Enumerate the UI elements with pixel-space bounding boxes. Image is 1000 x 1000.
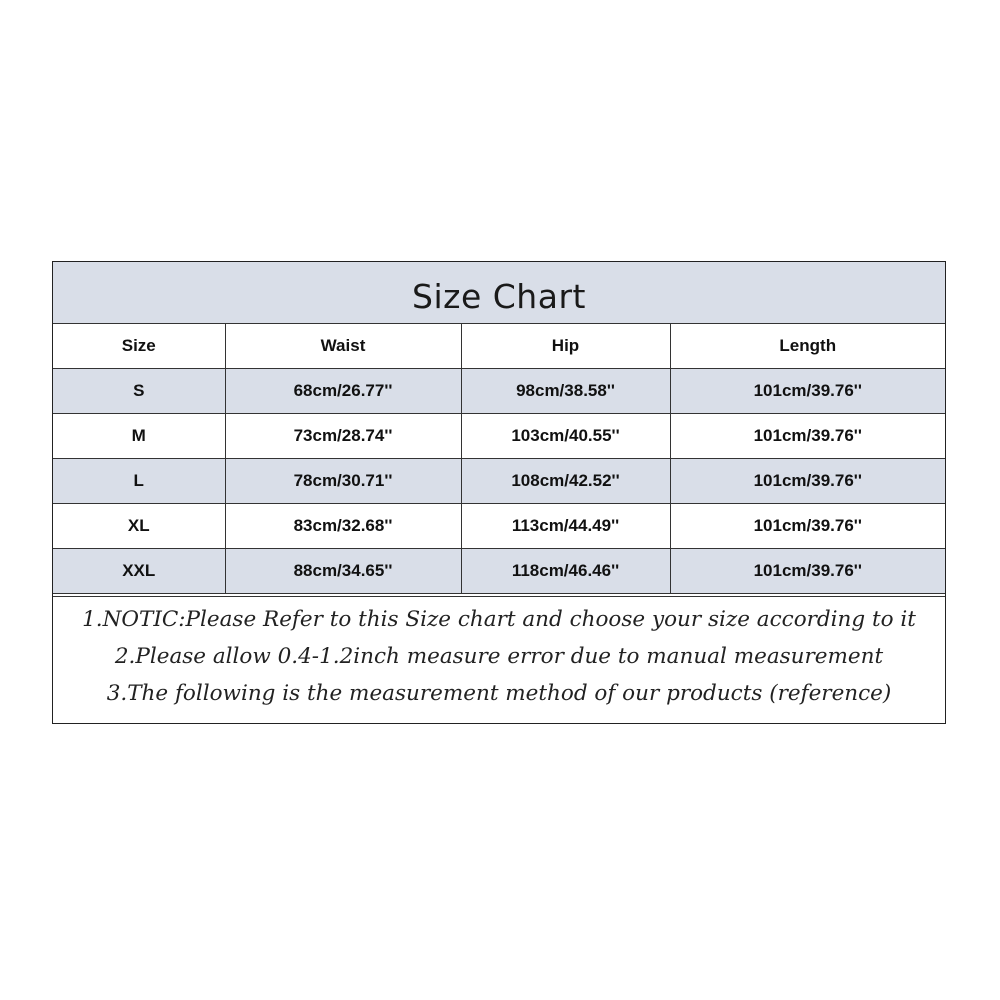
size-chart — [52, 261, 946, 724]
cell-size: M — [53, 413, 225, 458]
cell-hip: 113cm/44.49'' — [461, 503, 670, 548]
header-size: Size — [53, 324, 225, 368]
header-length: Length — [670, 324, 945, 368]
header-row — [53, 324, 945, 368]
header-waist: Waist — [225, 324, 461, 368]
note-line: 3.The following is the measurement method of our products (reference) — [106, 681, 892, 706]
cell-waist: 78cm/30.71'' — [225, 458, 461, 503]
cell-length: 101cm/39.76'' — [670, 413, 945, 458]
cell-size: L — [53, 458, 225, 503]
notes-section — [53, 596, 945, 723]
cell-hip: 108cm/42.52'' — [461, 458, 670, 503]
cell-waist: 88cm/34.65'' — [225, 548, 461, 593]
cell-waist: 68cm/26.77'' — [225, 368, 461, 413]
cell-waist: 73cm/28.74'' — [225, 413, 461, 458]
table-row — [53, 503, 945, 548]
cell-size: XXL — [53, 548, 225, 593]
cell-length: 101cm/39.76'' — [670, 368, 945, 413]
header-hip: Hip — [461, 324, 670, 368]
table-row — [53, 413, 945, 458]
cell-length: 101cm/39.76'' — [670, 503, 945, 548]
chart-title: Size Chart — [412, 277, 586, 316]
table-row — [53, 368, 945, 413]
cell-length: 101cm/39.76'' — [670, 458, 945, 503]
cell-hip: 103cm/40.55'' — [461, 413, 670, 458]
cell-length: 101cm/39.76'' — [670, 548, 945, 593]
cell-hip: 98cm/38.58'' — [461, 368, 670, 413]
note-line: 2.Please allow 0.4-1.2inch measure error due to manual measurement — [114, 644, 884, 669]
cell-waist: 83cm/32.68'' — [225, 503, 461, 548]
cell-size: S — [53, 368, 225, 413]
table-row — [53, 548, 945, 593]
note-line: 1.NOTIC:Please Refer to this Size chart and choose your size according to it — [82, 607, 916, 632]
title-row — [53, 262, 945, 324]
cell-hip: 118cm/46.46'' — [461, 548, 670, 593]
cell-size: XL — [53, 503, 225, 548]
table-row — [53, 458, 945, 503]
size-table — [53, 324, 945, 594]
